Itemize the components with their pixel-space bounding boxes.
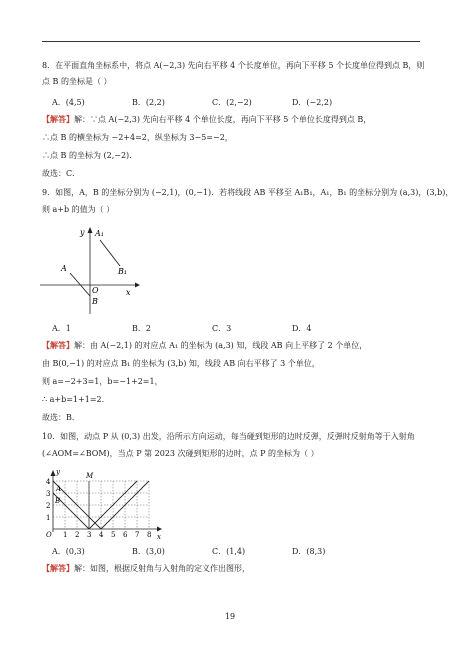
q10-label-a: A <box>56 485 62 493</box>
q10-ytick-3: 3 <box>46 490 51 498</box>
q8-option-d: D．(−2,2) <box>292 98 333 107</box>
q8-stem-line1: 8．在平面直角坐标系中，将点 A(−2,3) 先向右平移 4 个长度单位，再向下平移 5 个长度单位得到点 B，则 <box>42 61 425 70</box>
q9-option-b: B．2 <box>132 324 151 333</box>
q10-xtick-7: 7 <box>135 531 140 539</box>
q10-option-b: B．(3,0) <box>132 547 165 556</box>
q9-figure <box>40 216 150 316</box>
q9-segment-ab <box>70 273 90 296</box>
q10-ytick-4: 4 <box>46 478 51 486</box>
q10-label-m: M <box>86 472 94 480</box>
q10-stem-line1: 10．如图，动点 P 从 (0,3) 出发，沿所示方向运动，每当碰到矩形的边时反弹，反弹时反射角等于入射角 <box>42 432 415 441</box>
q8-stem-line2: 点 B 的坐标是（ ） <box>42 77 112 86</box>
q9-option-a: A．1 <box>52 324 71 333</box>
q10-xtick-2: 2 <box>75 531 80 539</box>
q9-y-arrow <box>88 227 93 233</box>
q10-y-arrow <box>51 470 56 476</box>
page-number: 19 <box>224 612 236 621</box>
q10-label-origin: O <box>46 531 52 539</box>
q10-answer-line1 <box>42 563 250 574</box>
q10-stem-line2: (∠AOM=∠BOM)，当点 P 第 2023 次碰到矩形的边时，点 P 的坐标为（ ） <box>42 449 319 458</box>
q10-xtick-5: 5 <box>111 531 116 539</box>
q10-xtick-4: 4 <box>99 531 104 539</box>
q9-label-b1: B₁ <box>118 267 128 276</box>
q9-label-b: B <box>92 297 98 306</box>
q9-x-arrow <box>135 283 140 288</box>
q9-answer-line1 <box>42 340 367 351</box>
q9-option-c: C．3 <box>212 324 232 333</box>
q10-figure <box>38 466 168 546</box>
q9-label-a1: A₁ <box>95 229 104 238</box>
q10-x-arrow <box>157 527 162 532</box>
q9-answer-line5: 故选：B． <box>42 413 80 422</box>
header-rule <box>42 41 420 42</box>
q9-label-a: A <box>61 264 67 273</box>
q8-answer-line2: ∴点 B 的横坐标为 −2+4=2，纵坐标为 3−5=−2， <box>42 133 233 142</box>
q8-option-c: C．(2,−2) <box>212 98 252 107</box>
q10-ytick-1: 1 <box>46 514 51 522</box>
q10-option-a: A．(0,3) <box>52 547 85 556</box>
q10-xtick-8: 8 <box>147 531 152 539</box>
q9-answer-text: 解：由 A(−2,1) 的对应点 A₁ 的坐标为 (a,3) 知，线段 AB 向上平移了 2 个单位， <box>74 341 368 350</box>
q9-answer-line4: ∴ a+b=1+1=2． <box>42 395 110 404</box>
q10-answer-text: 解：如图，根据反射角与入射角的定义作出图形， <box>74 564 250 573</box>
q10-dashed-grid <box>53 481 149 529</box>
q9-answer-line3: 则 a=−2+3=1，b=−1+2=1， <box>42 377 163 386</box>
q8-option-a: A．(4,5) <box>52 98 85 107</box>
q9-label-x: x <box>126 288 131 297</box>
q8-answer-line1 <box>42 114 371 125</box>
q9-stem-line2: 则 a+b 的值为（ ） <box>42 205 115 214</box>
q10-label-b: B <box>55 497 61 505</box>
q10-option-c: C．(1,4) <box>212 547 246 556</box>
q8-answer-text: 解：∵点 A(−2,3) 先向右平移 4 个单位长度，再向下平移 5 个单位长度得到点 B， <box>74 115 372 124</box>
q10-answer-tag: 【解答】 <box>42 563 74 573</box>
q9-answer-line2: 由 B(0,−1) 的对应点 B₁ 的坐标为 (3,b) 知，线段 AB 向右平移了 3 个单位， <box>42 359 320 368</box>
q10-label-y: y <box>56 468 60 476</box>
q9-answer-tag: 【解答】 <box>42 340 74 350</box>
q9-label-origin: O <box>92 286 99 295</box>
q10-xtick-6: 6 <box>123 531 128 539</box>
q10-xtick-3: 3 <box>87 531 92 539</box>
q9-stem-line1: 9．如图，A，B 的坐标分别为 (−2,1)，(0,−1)．若将线段 AB 平移至 A₁B₁，A₁，B₁ 的坐标分别为 (a,3)，(3,b)， <box>42 188 454 197</box>
q10-xtick-1: 1 <box>63 531 68 539</box>
q10-label-x: x <box>157 533 161 541</box>
q10-option-d: D．(8,3) <box>292 547 326 556</box>
q8-option-b: B．(2,2) <box>132 98 165 107</box>
q8-answer-tag: 【解答】 <box>42 114 74 124</box>
q8-answer-line3: ∴点 B 的坐标为 (2,−2)． <box>42 151 138 160</box>
q9-option-d: D．4 <box>292 324 312 333</box>
q9-label-y: y <box>80 228 85 237</box>
q8-answer-line4: 故选：C． <box>42 169 81 178</box>
q9-segment-a1b1 <box>100 240 120 266</box>
q10-ytick-2: 2 <box>46 502 51 510</box>
